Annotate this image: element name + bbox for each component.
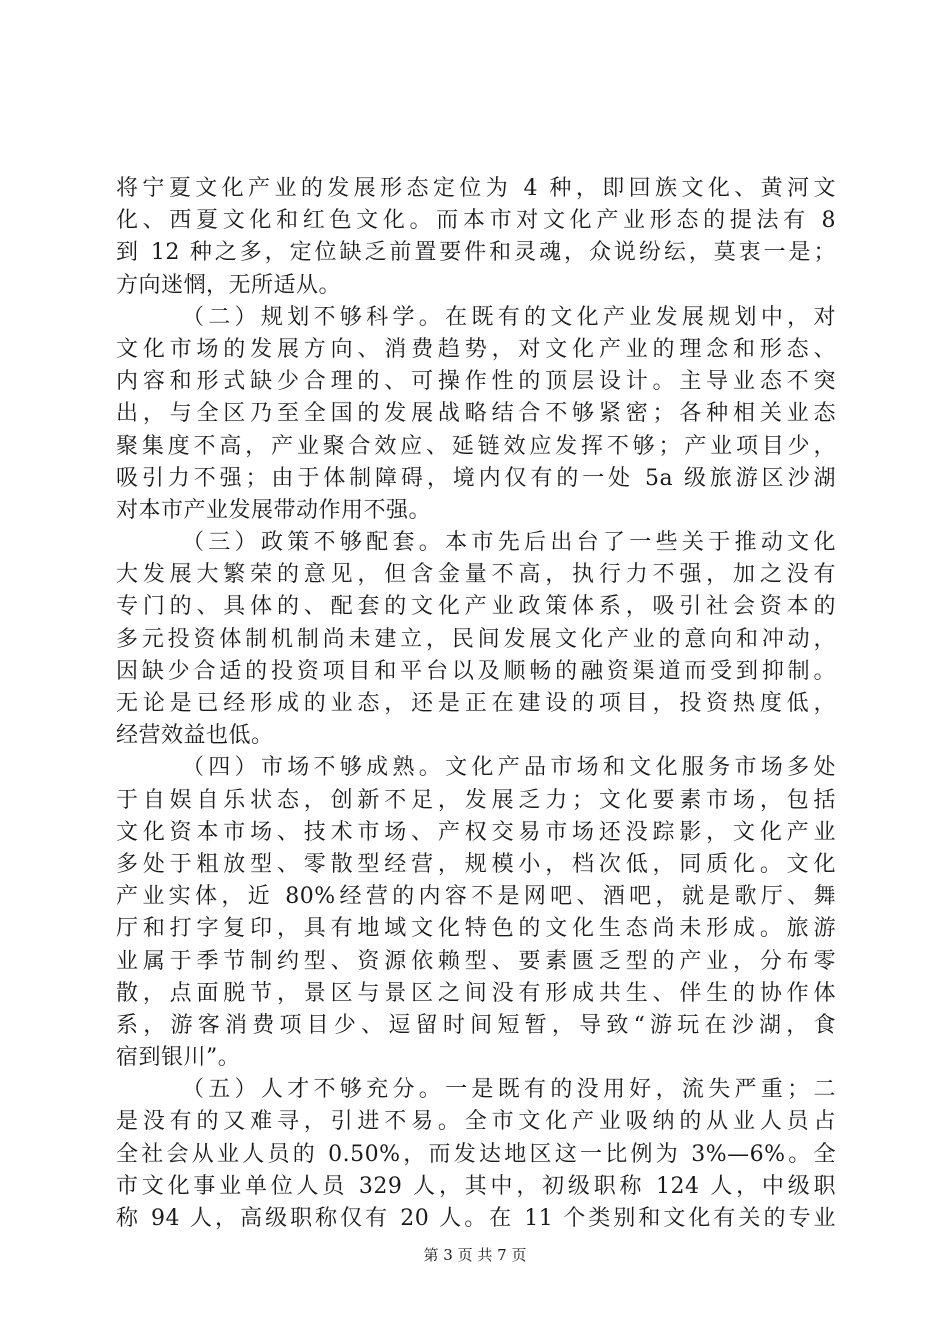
page-footer [0,1245,950,1265]
text-line: 散，点面脱节，景区与景区之间没有形成共生、伴生的协作体 [116,980,836,1006]
text-line: 大发展大繁荣的意见，但含金量不高，执行力不强，加之没有 [116,562,836,588]
text-line: 将宁夏文化产业的发展形态定位为 4 种，即回族文化、黄河文 [116,176,836,201]
text-line: 产业实体，近 80%经营的内容不是网吧、酒吧，就是歌厅、舞 [116,884,836,910]
text-line: 称 94 人，高级职称仅有 20 人。在 11 个类别和文化有关的专业 [116,1206,836,1231]
text-line: 到 12 种之多，定位缺乏前置要件和灵魂，众说纷纭，莫衷一是； [116,240,836,266]
text-line: 无论是已经形成的业态，还是正在建设的项目，投资热度低， [116,691,836,716]
text-line: 内容和形式缺少合理的、可操作性的顶层设计。主导业态不突 [116,369,836,395]
text-line: 文化资本市场、技术市场、产权交易市场还没踪影，文化产业 [116,819,836,845]
text-line: 吸引力不强；由于体制障碍，境内仅有的一处 5a 级旅游区沙湖 [116,465,836,491]
text-line: 全社会从业人员的 0.50%，而发达地区这一比例为 3%—6%。全 [116,1141,836,1167]
paragraph-heading-line: （二）规划不够科学。在既有的文化产业发展规划中，对 [182,304,836,330]
text-line: 是没有的又难寻，引进不易。全市文化产业吸纳的从业人员占 [116,1109,836,1135]
text-line: 聚集度不高，产业聚合效应、延链效应发挥不够；产业项目少， [116,433,836,459]
text-line: 厅和打字复印，具有地域文化特色的文化生态尚未形成。旅游 [116,916,836,942]
page-number-label: 第 3 页 共 7 页 [423,1246,527,1264]
paragraph-heading-line: （五）人才不够充分。一是既有的没用好，流失严重；二 [182,1077,836,1103]
text-line: 方向迷惘，无所适从。 [116,272,342,298]
text-line: 业属于季节制约型、资源依赖型、要素匮乏型的产业，分布零 [116,948,836,974]
text-line: 出，与全区乃至全国的发展战略结合不够紧密；各种相关业态 [116,401,836,427]
text-line: 宿到银川”。 [116,1045,241,1071]
text-line: 对本市产业发展带动作用不强。 [116,497,432,523]
text-line: 多元投资体制机制尚未建立，民间发展文化产业的意向和冲动， [116,626,836,652]
text-line: 因缺少合适的投资项目和平台以及顺畅的融资渠道而受到抑制。 [116,658,836,684]
text-line: 经营效益也低。 [116,723,274,749]
text-line: 于自娱自乐状态，创新不足，发展乏力；文化要素市场，包括 [116,787,836,813]
paragraph-heading-line: （四）市场不够成熟。文化产品市场和文化服务市场多处 [182,755,836,781]
text-line: 化、西夏文化和红色文化。而本市对文化产业形态的提法有 8 [116,208,836,234]
text-line: 市文化事业单位人员 329 人，其中，初级职称 124 人，中级职 [116,1173,836,1199]
text-line: 系，游客消费项目少、逗留时间短暂，导致“游玩在沙湖，食 [116,1012,836,1038]
text-line: 文化市场的发展方向、消费趋势，对文化产业的理念和形态、 [116,336,836,362]
text-line: 多处于粗放型、零散型经营，规模小，档次低，同质化。文化 [116,851,836,877]
body-text [116,173,836,1235]
text-line: 专门的、具体的、配套的文化产业政策体系，吸引社会资本的 [116,594,836,620]
paragraph-heading-line: （三）政策不够配套。本市先后出台了一些关于推动文化 [182,530,836,556]
